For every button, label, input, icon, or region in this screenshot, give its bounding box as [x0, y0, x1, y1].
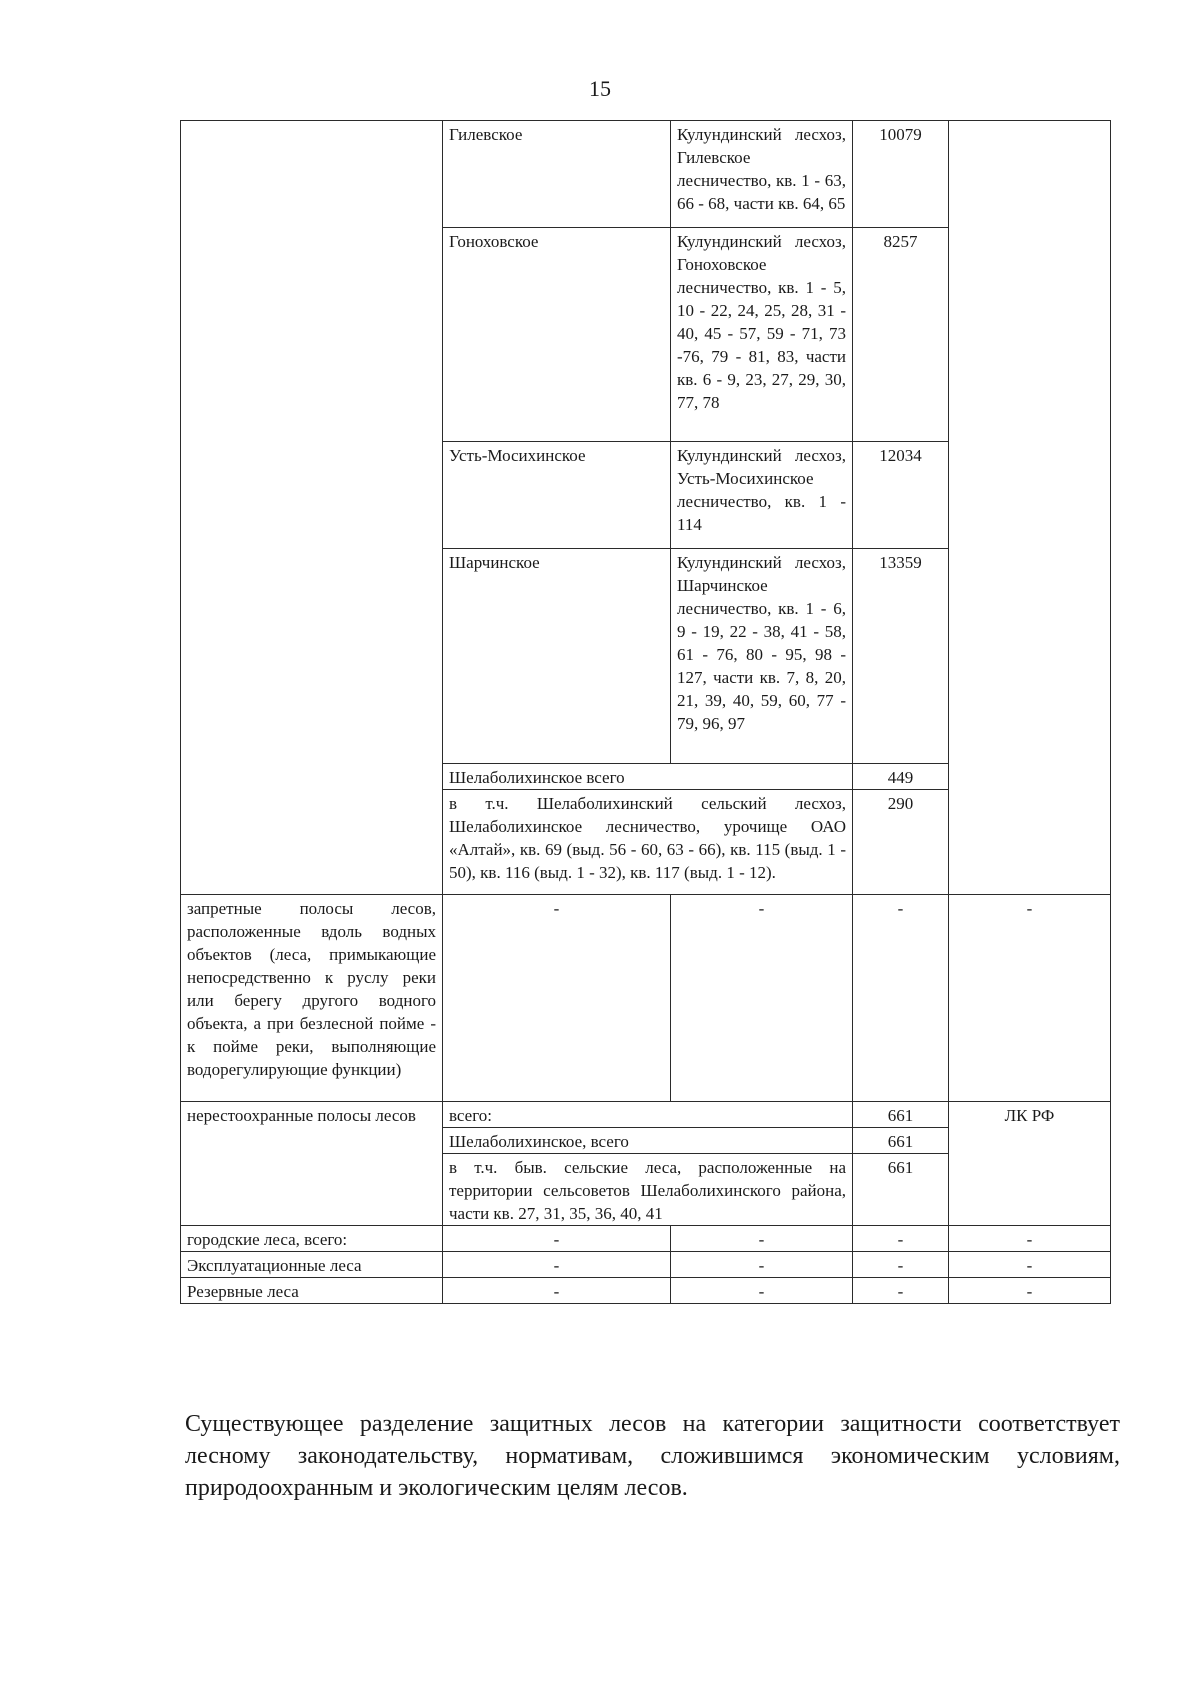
- forestry-name: Гоноховское: [443, 228, 671, 442]
- category-urban-forests: городские леса, всего:: [181, 1226, 443, 1252]
- spawning-total-area: 661: [853, 1102, 949, 1128]
- value-cell: -: [949, 1252, 1111, 1278]
- value-cell: -: [443, 1278, 671, 1304]
- value-cell: -: [853, 1278, 949, 1304]
- category-spawning-strips: нерестоохранные полосы лесов: [181, 1102, 443, 1226]
- value-cell: -: [853, 895, 949, 1102]
- value-cell: -: [443, 1226, 671, 1252]
- table-row: [181, 895, 1111, 1102]
- value-cell: -: [949, 1278, 1111, 1304]
- spawning-total-label: всего:: [443, 1102, 853, 1128]
- shel-incl-label: в т.ч. Шелаболихинский сельский лесхоз, Шелаболихинское лесничество, урочище ОАО «Алтай», кв. 69 (выд. 56 - 60, 63 - 66), кв. 115 (выд. 1 - 50), кв. 116 (выд. 1 - 32), кв. 117 (выд. 1 - 12).: [443, 790, 853, 895]
- value-cell: -: [671, 1252, 853, 1278]
- shel-incl-area: 290: [853, 790, 949, 895]
- table-row: [181, 121, 1111, 228]
- forestry-name: Гилевское: [443, 121, 671, 228]
- category-reserve-forests: Резервные леса: [181, 1278, 443, 1304]
- forestry-area: 13359: [853, 549, 949, 764]
- page-number: 15: [589, 76, 611, 101]
- shel-total-label: Шелаболихинское всего: [443, 764, 853, 790]
- value-cell: -: [853, 1226, 949, 1252]
- value-cell: -: [949, 1226, 1111, 1252]
- shel-total-area: 449: [853, 764, 949, 790]
- table-row: [181, 1252, 1111, 1278]
- table-row: [181, 1102, 1111, 1128]
- category-cell-empty: [181, 121, 443, 895]
- value-cell: -: [671, 1226, 853, 1252]
- basis-cell-empty: [949, 121, 1111, 895]
- forestry-description: Кулундинский лесхоз, Шарчинское лесничество, кв. 1 - 6, 9 - 19, 22 - 38, 41 - 58, 61 - 76, 80 - 95, 98 - 127, части кв. 7, 8, 20, 21, 39, 40, 59, 60, 77 - 79, 96, 97: [671, 549, 853, 764]
- forestry-name: Шарчинское: [443, 549, 671, 764]
- spawning-incl-area: 661: [853, 1154, 949, 1226]
- forestry-area: 12034: [853, 442, 949, 549]
- spawning-incl-label: в т.ч. быв. сельские леса, расположенные на территории сельсоветов Шелаболихинского района, части кв. 27, 31, 35, 36, 40, 41: [443, 1154, 853, 1226]
- forestry-description: Кулундинский лесхоз, Гоноховское лесничество, кв. 1 - 5, 10 - 22, 24, 25, 28, 31 - 40, 45 - 57, 59 - 71, 73 -76, 79 - 81, 83, части кв. 6 - 9, 23, 27, 29, 30, 77, 78: [671, 228, 853, 442]
- forestry-name: Усть-Мосихинское: [443, 442, 671, 549]
- value-cell: -: [443, 895, 671, 1102]
- protective-forests-table: [180, 120, 1111, 1304]
- table-row: [181, 1278, 1111, 1304]
- spawning-basis: ЛК РФ: [949, 1102, 1111, 1226]
- value-cell: -: [443, 1252, 671, 1278]
- category-forbidden-strips: запретные полосы лесов, расположенные вдоль водных объектов (леса, примыкающие непосредственно к руслу реки или берегу другого водного объекта, а при безлесной пойме - к пойме реки, выполняющие водорегулирующие функции): [181, 895, 443, 1102]
- value-cell: -: [671, 1278, 853, 1304]
- value-cell: -: [671, 895, 853, 1102]
- category-exploitation-forests: Эксплуатационные леса: [181, 1252, 443, 1278]
- conclusion-paragraph: Существующее разделение защитных лесов на категории защитности соответствует лесному законодательству, нормативам, сложившимся экономическим условиям, природоохранным и экологическим целям лесов.: [185, 1411, 1120, 1501]
- forestry-description: Кулундинский лесхоз, Гилевское лесничество, кв. 1 - 63, 66 - 68, части кв. 64, 65: [671, 121, 853, 228]
- value-cell: -: [853, 1252, 949, 1278]
- spawning-shel-area: 661: [853, 1128, 949, 1154]
- forestry-area: 8257: [853, 228, 949, 442]
- spawning-shel-label: Шелаболихинское, всего: [443, 1128, 853, 1154]
- forestry-area: 10079: [853, 121, 949, 228]
- forestry-description: Кулундинский лесхоз, Усть-Мосихинское лесничество, кв. 1 - 114: [671, 442, 853, 549]
- table-row: [181, 1226, 1111, 1252]
- value-cell: -: [949, 895, 1111, 1102]
